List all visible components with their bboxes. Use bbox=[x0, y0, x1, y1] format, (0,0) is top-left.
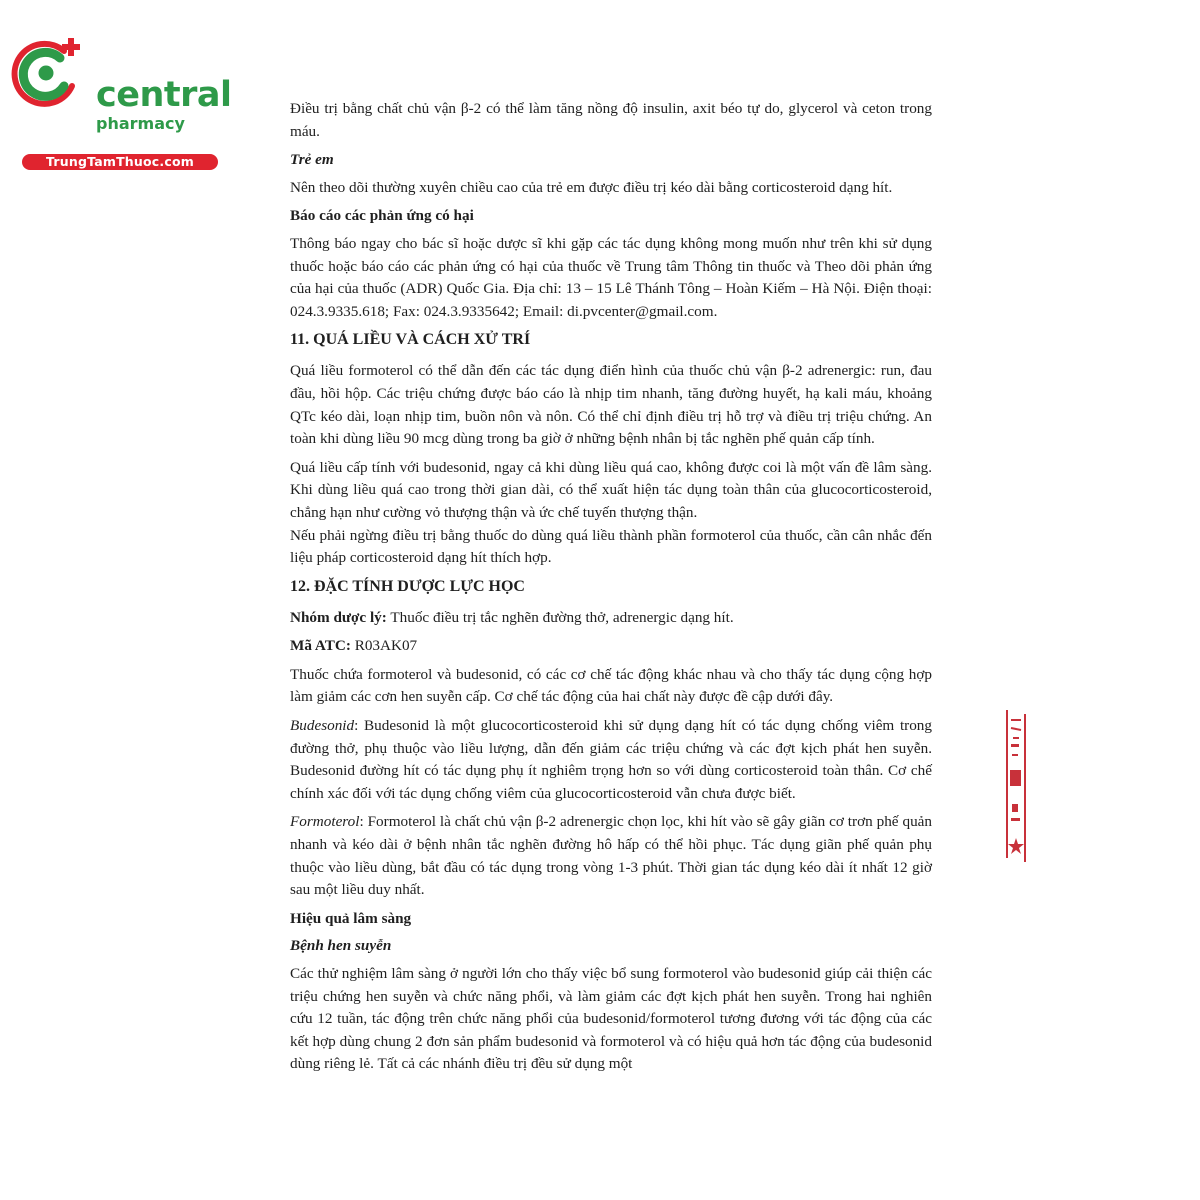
paragraph-hen-suyen: Các thử nghiệm lâm sàng ở người lớn cho thấy việc bổ sung formoterol vào budesonid giúp cải thiện các triệu chứng hen suyễn và chức năng phổi, và làm giảm các đợt kịch phát hen suyễn. Trong hai nghiên cứu 12 tuần, tác động trên chức năng phổi của budesonid/formoterol tương đương với tác động của các kết hợp dùng chung 2 đơn sản phẩm budesonid và formoterol và có hiệu quả hơn tác động của budesonid dùng riêng lẻ. Tất cả các nhánh điều trị đều sử dụng một bbox=[290, 965, 932, 1073]
ma-atc bbox=[290, 635, 932, 658]
logo-name: central bbox=[96, 75, 232, 115]
heading-bao-cao: Báo cáo các phản ứng có hại bbox=[290, 207, 474, 225]
paragraph-bao-cao: Thông báo ngay cho bác sĩ hoặc dược sĩ khi gặp các tác dụng không mong muốn như trên khi sử dụng thuốc hoặc báo cáo các phản ứng có hại của thuốc về Trung tâm Thông tin thuốc và Theo dõi phản ứng của hại của thuốc (ADR) Quốc Gia. Địa chỉ: 13 – 15 Lê Thánh Tông – Hoàn Kiếm – Hà Nội. Điện thoại: 024.3.9335.618; Fax: 024.3.9335642; Email: di.pvcenter@gmail.com. bbox=[290, 234, 932, 320]
central-pharmacy-c-cross-icon bbox=[8, 36, 88, 110]
logo-subtitle: pharmacy bbox=[96, 114, 185, 133]
nhom-duoc-ly-label: Nhóm dược lý: bbox=[290, 608, 387, 626]
paragraph-12-intro: Thuốc chứa formoterol và budesonid, có các cơ chế tác động khác nhau và cho thấy tác dụng cộng hợp làm giảm các cơn hen suyễn cấp. Cơ chế tác động của hai chất này được đề cập dưới đây. bbox=[290, 665, 932, 706]
budesonid-label: Budesonid bbox=[290, 717, 355, 735]
heading-hieu-qua: Hiệu quả lâm sàng bbox=[290, 909, 412, 927]
formoterol-label: Formoterol bbox=[290, 813, 360, 831]
paragraph-11-formoterol: Quá liều formoterol có thể dẫn đến các tác dụng điển hình của thuốc chủ vận β-2 adrenergic: run, đau đầu, hồi hộp. Các triệu chứng được báo cáo là nhịp tim nhanh, tăng đường huyết, hạ kali máu, khoảng QTc kéo dài, loạn nhịp tim, buồn nôn và nôn. Có thể chỉ định điều trị hỗ trợ và điều trị triệu chứng. An toàn khi dùng liều 90 mcg dùng trong ba giờ ở những bệnh nhân bị tắc nghẽn phế quản cấp tính. bbox=[290, 362, 932, 448]
section-12-heading: 12. ĐẶC TÍNH DƯỢC LỰC HỌC bbox=[290, 577, 525, 595]
budesonid-text: : Budesonid là một glucocorticosteroid khi sử dụng dạng hít có tác dụng chống viêm trong đường thở, phụ thuộc vào liều lượng, dẫn đến giảm các triệu chứng và các đợt kịch phát hen suyễn. Budesonid đường hít có tác dụng phụ ít nghiêm trọng hơn so với dùng corticosteroid toàn thân. Cơ chế chính xác đối với tác dụng chống viêm của glucocorticosteroid vẫn chưa được biết. bbox=[290, 717, 932, 802]
document-body bbox=[290, 98, 932, 1082]
nhom-duoc-ly bbox=[290, 607, 932, 630]
paragraph-11-ngung: Nếu phải ngừng điều trị bằng thuốc do dùng quá liều thành phần formoterol của thuốc, cần cân nhắc đến liệu pháp corticosteroid dạng hít thích hợp. bbox=[290, 526, 932, 567]
paragraph-11-budesonid: Quá liều cấp tính với budesonid, ngay cả khi dùng liều quá cao, không được coi là một vấn đề lâm sàng. Khi dùng liều quá cao trong thời gian dài, có thể xuất hiện tác dụng toàn thân của glucocorticosteroid, chẳng hạn như cường vỏ thượng thận và ức chế tuyến thượng thận. bbox=[290, 458, 932, 521]
heading-hen-suyen: Bệnh hen suyễn bbox=[290, 937, 392, 955]
logo-website-banner: TrungTamThuoc.com bbox=[22, 154, 218, 170]
central-pharmacy-logo[interactable] bbox=[8, 36, 232, 169]
heading-tre-em: Trẻ em bbox=[290, 151, 334, 169]
paragraph-insulin: Điều trị bằng chất chủ vận β-2 có thể làm tăng nồng độ insulin, axit béo tự do, glycerol và ceton trong máu. bbox=[290, 100, 932, 140]
ma-atc-value: R03AK07 bbox=[350, 637, 418, 655]
paragraph-budesonid bbox=[290, 715, 932, 805]
red-stamp-fragment-icon bbox=[1003, 708, 1029, 866]
section-11-heading: 11. QUÁ LIỀU VÀ CÁCH XỬ TRÍ bbox=[290, 331, 531, 349]
formoterol-text: : Formoterol là chất chủ vận β-2 adrenergic chọn lọc, khi hít vào sẽ gây giãn cơ trơn phế quản nhanh và kéo dài ở bệnh nhân tắc nghẽn đường hô hấp có thể hồi phục. Tác dụng giãn phế quản phụ thuộc vào liều dùng, bắt đầu có tác dụng trong vòng 1-3 phút. Thời gian tác dụng kéo dài ít nhất 12 giờ sau một liều duy nhất. bbox=[290, 813, 932, 899]
nhom-duoc-ly-value: Thuốc điều trị tắc nghẽn đường thở, adrenergic dạng hít. bbox=[386, 608, 734, 626]
paragraph-formoterol bbox=[290, 811, 932, 901]
paragraph-tre-em: Nên theo dõi thường xuyên chiều cao của trẻ em được điều trị kéo dài bằng corticosteroid dạng hít. bbox=[290, 178, 893, 196]
ma-atc-label: Mã ATC: bbox=[290, 637, 351, 655]
